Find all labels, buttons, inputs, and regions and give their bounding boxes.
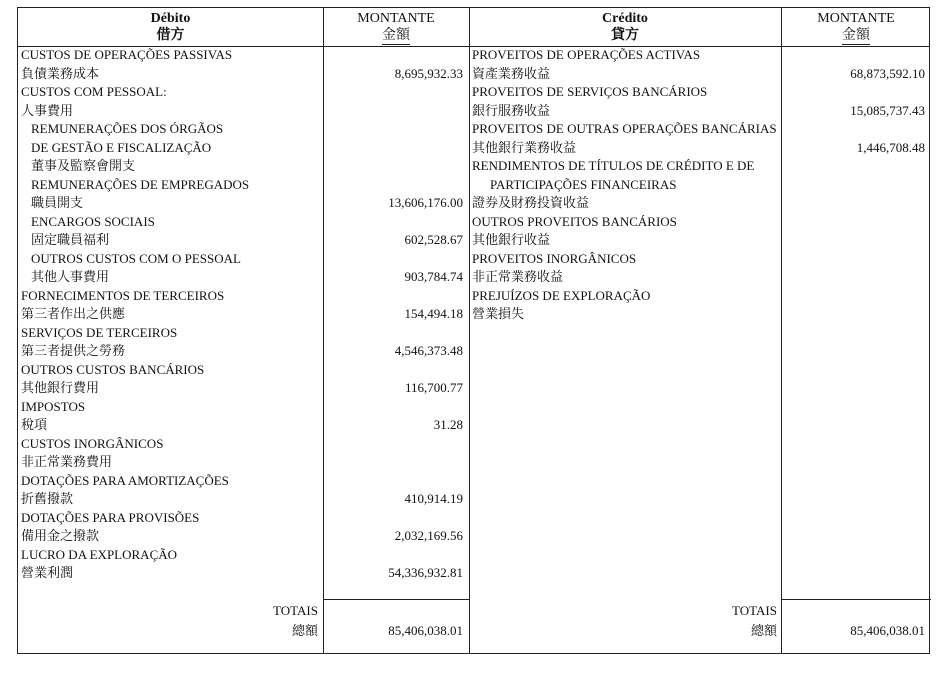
debit-header (18, 8, 323, 46)
row-label: 其他人事費用 (31, 269, 110, 284)
credit-header-pt: Crédito (602, 11, 648, 26)
row-label: DOTAÇÕES PARA PROVISÕES (21, 509, 200, 525)
totals-label-zh: 總額 (750, 623, 777, 638)
row-amount: 1,446,708.48 (856, 139, 925, 155)
table-row (18, 65, 469, 84)
row-label: 第三者提供之勞務 (21, 343, 126, 358)
row-label: REMUNERAÇÕES DE EMPREGADOS (31, 176, 250, 192)
table-row (18, 194, 469, 213)
row-amount: 31.28 (433, 417, 463, 432)
credit-amount-header (781, 8, 931, 46)
credit-header (469, 8, 781, 46)
row-amount: 54,336,932.81 (388, 565, 463, 580)
row-label: 第三者作出之供應 (21, 306, 126, 321)
row-amount: 8,695,932.33 (394, 65, 463, 81)
row-amount: 68,873,592.10 (850, 65, 925, 81)
row-label: OUTROS CUSTOS BANCÁRIOS (21, 361, 205, 377)
credit-total-amount: 85,406,038.01 (850, 623, 925, 638)
table-row (469, 139, 931, 158)
debit-totals-label (18, 601, 318, 641)
table-row (18, 120, 469, 139)
row-label: OUTROS PROVEITOS BANCÁRIOS (472, 213, 677, 229)
table-row (18, 213, 469, 232)
table-row (469, 120, 931, 139)
row-label: RENDIMENTOS DE TÍTULOS DE CRÉDITO E DE (472, 158, 755, 173)
totals-rule (323, 599, 469, 600)
row-label: PROVEITOS DE OPERAÇÕES ACTIVAS (472, 47, 701, 62)
table-row (469, 83, 931, 102)
table-row (18, 342, 469, 361)
row-label: 證券及財務投資收益 (472, 195, 590, 210)
table-row (18, 268, 469, 287)
table-row (18, 231, 469, 250)
table-row (469, 65, 931, 84)
table-row (18, 435, 469, 454)
row-label: CUSTOS DE OPERAÇÕES PASSIVAS (21, 47, 233, 62)
montante-header-zh: 金額 (842, 28, 870, 43)
row-label: IMPOSTOS (21, 398, 86, 414)
row-label: PROVEITOS DE SERVIÇOS BANCÁRIOS (472, 84, 708, 99)
row-label: 資產業務收益 (472, 65, 551, 81)
profit-and-loss-table (17, 7, 930, 654)
table-row (18, 139, 469, 158)
table-row (18, 546, 469, 565)
montante-header-pt: MONTANTE (817, 11, 895, 26)
row-label: 固定職員福利 (31, 232, 110, 247)
row-label: 人事費用 (21, 102, 74, 118)
row-amount: 410,914.19 (404, 491, 463, 506)
row-label: 折舊撥款 (21, 491, 74, 506)
table-row (469, 268, 931, 287)
row-label: ENCARGOS SOCIAIS (31, 213, 155, 229)
row-label: PARTICIPAÇÕES FINANCEIRAS (490, 176, 677, 192)
row-amount: 15,085,737.43 (850, 102, 925, 118)
table-row (18, 564, 469, 583)
totals-rule (781, 599, 931, 600)
row-label: DOTAÇÕES PARA AMORTIZAÇÕES (21, 472, 229, 488)
table-row (18, 305, 469, 324)
table-row (469, 102, 931, 121)
table-row (469, 194, 931, 213)
row-amount: 903,784.74 (404, 269, 463, 284)
table-row (18, 46, 469, 65)
table-row (469, 213, 931, 232)
debit-total-amount: 85,406,038.01 (388, 623, 463, 638)
row-label: 備用金之撥款 (21, 528, 100, 543)
row-label: REMUNERAÇÕES DOS ÓRGÃOS (31, 121, 224, 136)
row-amount: 154,494.18 (404, 306, 463, 321)
table-row (18, 361, 469, 380)
table-row (18, 157, 469, 176)
row-label: OUTROS CUSTOS COM O PESSOAL (31, 250, 241, 266)
table-row (18, 83, 469, 102)
row-label: 董事及監察會開支 (31, 158, 136, 173)
row-label: PROVEITOS DE OUTRAS OPERAÇÕES BANCÁRIAS (472, 121, 777, 136)
debit-rows (18, 46, 469, 583)
row-amount: 4,546,373.48 (394, 343, 463, 358)
row-label: 銀行服務收益 (472, 102, 551, 118)
montante-header-zh: 金額 (382, 28, 410, 43)
table-row (469, 46, 931, 65)
row-label: 職員開支 (31, 195, 84, 210)
row-label: 其他銀行費用 (21, 380, 100, 395)
row-amount: 116,700.77 (404, 380, 463, 395)
table-row (18, 324, 469, 343)
row-amount: 602,528.67 (404, 232, 463, 247)
row-label: 稅項 (21, 417, 48, 432)
table-row (18, 509, 469, 528)
table-row (18, 102, 469, 121)
row-label: SERVIÇOS DE TERCEIROS (21, 324, 178, 340)
table-row (469, 176, 931, 195)
table-row (469, 305, 931, 324)
table-row (18, 472, 469, 491)
table-row (18, 250, 469, 269)
credit-totals-label (469, 601, 777, 641)
credit-rows (469, 46, 931, 324)
totals-label-zh: 總額 (291, 623, 318, 638)
row-label: CUSTOS INORGÂNICOS (21, 435, 164, 451)
debit-amount-header (323, 8, 469, 46)
row-label: DE GESTÃO E FISCALIZAÇÃO (31, 139, 212, 155)
debit-header-zh: 借方 (156, 28, 185, 43)
row-label: 非正常業務費用 (21, 454, 113, 469)
row-label: LUCRO DA EXPLORAÇÃO (21, 546, 178, 562)
table-row (18, 379, 469, 398)
row-label: 非正常業務收益 (472, 269, 564, 284)
table-row (18, 287, 469, 306)
row-label: 其他銀行收益 (472, 232, 551, 247)
row-label: 營業損失 (472, 306, 525, 321)
row-label: 營業利潤 (21, 565, 74, 580)
row-label: CUSTOS COM PESSOAL: (21, 84, 167, 99)
table-row (18, 416, 469, 435)
table-row (18, 453, 469, 472)
montante-header-pt: MONTANTE (357, 11, 435, 26)
row-label: PREJUÍZOS DE EXPLORAÇÃO (472, 287, 651, 303)
table-row (18, 398, 469, 417)
row-amount: 2,032,169.56 (394, 528, 463, 543)
credit-header-zh: 貸方 (611, 28, 639, 43)
table-row (469, 287, 931, 306)
table-row (469, 250, 931, 269)
totals-label-pt: TOTAIS (732, 603, 777, 618)
table-row (18, 527, 469, 546)
table-row (469, 157, 931, 176)
row-label: FORNECIMENTOS DE TERCEIROS (21, 287, 225, 303)
row-label: 負債業務成本 (21, 65, 100, 81)
row-label: 其他銀行業務收益 (472, 139, 577, 155)
row-amount: 13,606,176.00 (388, 195, 463, 210)
table-row (469, 231, 931, 250)
row-label: PROVEITOS INORGÂNICOS (472, 250, 637, 266)
table-row (18, 176, 469, 195)
table-row (18, 490, 469, 509)
debit-header-pt: Débito (150, 11, 191, 26)
totals-label-pt: TOTAIS (273, 603, 318, 618)
